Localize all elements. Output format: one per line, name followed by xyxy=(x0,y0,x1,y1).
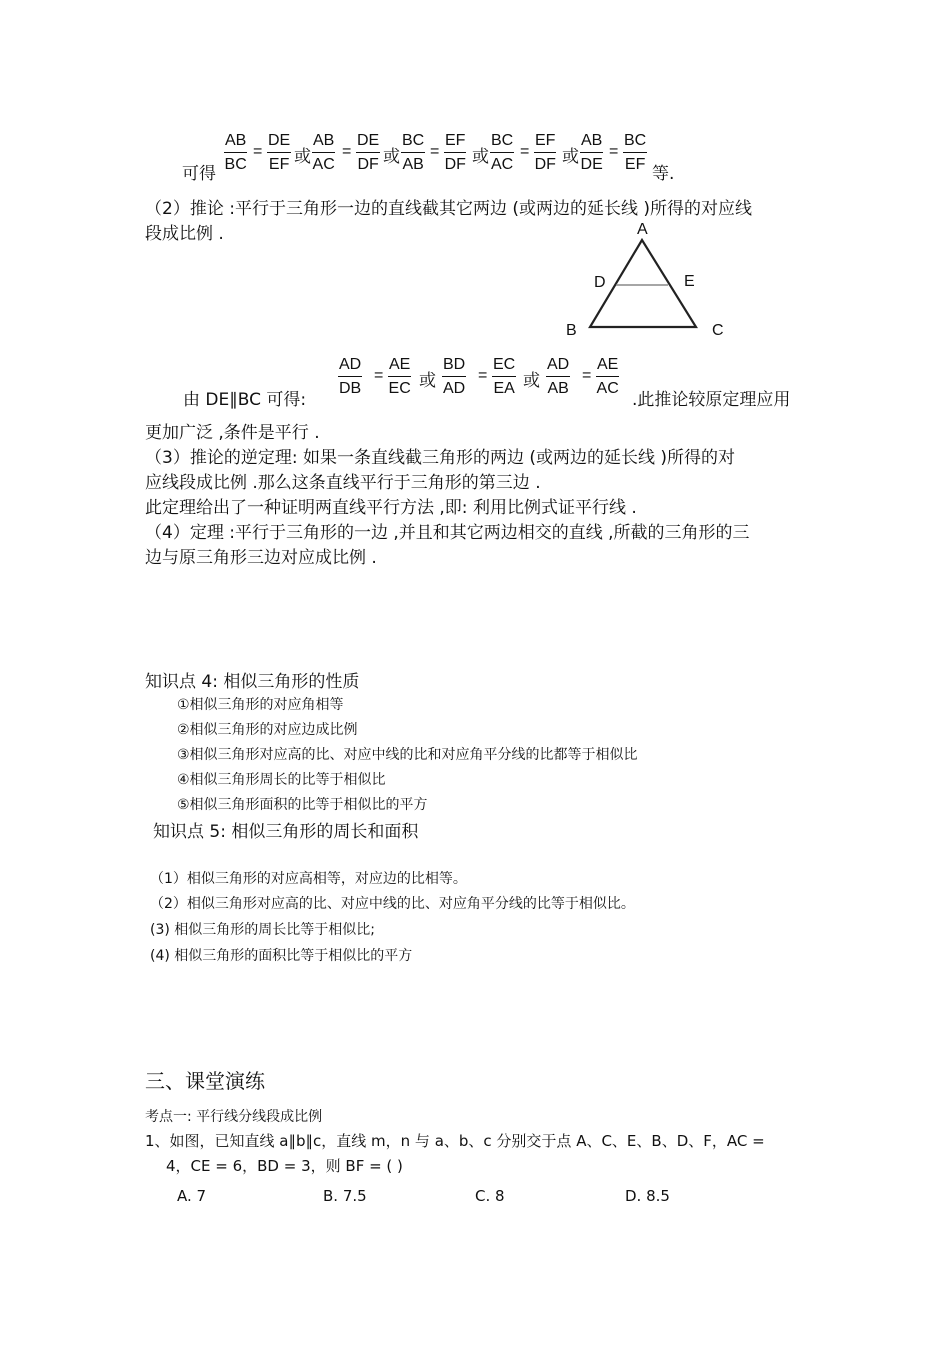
fraction-numerator: EF xyxy=(444,132,466,153)
or-word: 或 xyxy=(419,371,436,391)
fraction-numerator: AB xyxy=(580,132,603,153)
fraction-numerator: DE xyxy=(356,132,380,153)
fraction-denominator: AC xyxy=(491,156,514,173)
fraction-numerator: AB xyxy=(224,132,247,153)
kaodian-label: 考点一: 平行线分线段成比例 xyxy=(145,1109,323,1125)
fraction-numerator: BC xyxy=(623,132,647,153)
formula1-prefix: 可得 xyxy=(182,164,216,184)
question1-line2: 4，CE = 6，BD = 3，则 BF = ( ) xyxy=(166,1157,403,1175)
kp4-item: ⑤相似三角形面积的比等于相似比的平方 xyxy=(177,797,428,813)
fraction xyxy=(224,132,247,174)
label-b: B xyxy=(566,322,577,339)
kp4-item: ③相似三角形对应高的比、对应中线的比和对应角平分线的比都等于相似比 xyxy=(177,747,638,763)
fraction-denominator: AD xyxy=(443,380,466,397)
label-a: A xyxy=(637,221,648,238)
fraction-denominator: DB xyxy=(339,380,362,397)
label-e: E xyxy=(684,273,695,290)
kp5-item: (4) 相似三角形的面积比等于相似比的平方 xyxy=(150,948,413,964)
equals-sign: = xyxy=(342,143,352,160)
fraction-numerator: EF xyxy=(534,132,556,153)
option-a: A. 7 xyxy=(177,1187,207,1205)
label-d: D xyxy=(594,274,606,291)
fraction-denominator: EF xyxy=(624,156,646,173)
fraction xyxy=(534,132,556,174)
fraction-denominator: DF xyxy=(444,156,466,173)
fraction xyxy=(490,132,514,174)
fraction-numerator: BD xyxy=(442,356,466,377)
fraction xyxy=(388,356,411,398)
fraction-denominator: AB xyxy=(402,156,424,173)
fraction-numerator: AB xyxy=(312,132,335,153)
fraction-denominator: DF xyxy=(357,156,379,173)
fraction-numerator: BC xyxy=(401,132,425,153)
p4-line1: （4）定理 :平行于三角形的一边 ,并且和其它两边相交的直线 ,所截的三角形的三 xyxy=(145,523,750,543)
fraction xyxy=(546,356,570,398)
option-c: C. 8 xyxy=(475,1187,505,1205)
or-word: 或 xyxy=(294,147,311,167)
or-word: 或 xyxy=(523,371,540,391)
fraction-numerator: AE xyxy=(596,356,619,377)
fraction-denominator: AC xyxy=(312,156,335,173)
fraction xyxy=(356,132,380,174)
option-d: D. 8.5 xyxy=(625,1187,670,1205)
equals-sign: = xyxy=(430,143,440,160)
section-heading: 三、课堂演练 xyxy=(145,1069,265,1093)
equals-sign: = xyxy=(582,367,592,384)
fraction-numerator: EC xyxy=(492,356,516,377)
fraction-denominator: AC xyxy=(596,380,619,397)
fraction xyxy=(312,132,335,174)
fraction xyxy=(580,132,603,174)
fraction-denominator: EA xyxy=(493,380,515,397)
p2-line1: （2）推论 :平行于三角形一边的直线截其它两边 (或两边的延长线 )所得的对应线 xyxy=(145,199,753,219)
fraction xyxy=(623,132,647,174)
formula-suffix: 等. xyxy=(652,164,675,184)
fraction xyxy=(444,132,466,174)
or-word: 或 xyxy=(472,147,489,167)
fraction xyxy=(442,356,466,398)
kp4-item: ①相似三角形的对应角相等 xyxy=(177,697,344,713)
formula2-prefix: 由 DE∥BC 可得: xyxy=(183,390,307,410)
fraction-denominator: DE xyxy=(580,156,603,173)
kp5-item: (3) 相似三角形的周长比等于相似比; xyxy=(150,922,375,938)
question1-line1: 1、如图，已知直线 a∥b∥c，直线 m，n 与 a、b、c 分别交于点 A、C、E、B、D、F，AC = xyxy=(145,1132,765,1150)
p2-line2: 段成比例 . xyxy=(145,224,224,244)
fraction-numerator: AD xyxy=(546,356,570,377)
equals-sign: = xyxy=(478,367,488,384)
p3-line2: 应线段成比例 .那么这条直线平行于三角形的第三边 . xyxy=(145,473,541,493)
fraction-denominator: AB xyxy=(547,380,569,397)
triangle-abc xyxy=(590,240,696,327)
fraction-numerator: BC xyxy=(490,132,514,153)
kp4-item: ②相似三角形的对应边成比例 xyxy=(177,722,358,738)
equals-sign: = xyxy=(520,143,530,160)
fraction-denominator: EC xyxy=(388,380,411,397)
fraction xyxy=(596,356,619,398)
fraction-numerator: AE xyxy=(388,356,411,377)
or-word: 或 xyxy=(562,147,579,167)
kp4-item: ④相似三角形周长的比等于相似比 xyxy=(177,772,386,788)
fraction xyxy=(401,132,425,174)
fraction xyxy=(492,356,516,398)
option-b: B. 7.5 xyxy=(323,1187,367,1205)
triangle-figure xyxy=(555,215,745,345)
formula2-suffix: .此推论较原定理应用 xyxy=(632,390,791,410)
p3-line1: （3）推论的逆定理: 如果一条直线截三角形的两边 (或两边的延长线 )所得的对 xyxy=(145,448,736,468)
kp5-title: 知识点 5: 相似三角形的周长和面积 xyxy=(153,822,419,842)
equals-sign: = xyxy=(253,143,263,160)
kp4-title: 知识点 4: 相似三角形的性质 xyxy=(145,672,360,692)
equals-sign: = xyxy=(374,367,384,384)
kp5-item: （2）相似三角形对应高的比、对应中线的比、对应角平分线的比等于相似比。 xyxy=(150,896,635,912)
fraction-numerator: DE xyxy=(267,132,291,153)
fraction-denominator: EF xyxy=(268,156,290,173)
p2b-line1: 更加广泛 ,条件是平行 . xyxy=(145,423,320,443)
fraction xyxy=(267,132,291,174)
fraction xyxy=(338,356,362,398)
fraction-denominator: BC xyxy=(224,156,247,173)
p3-line3: 此定理给出了一种证明两直线平行方法 ,即: 利用比例式证平行线 . xyxy=(145,498,637,518)
equals-sign: = xyxy=(609,143,619,160)
fraction-numerator: AD xyxy=(338,356,362,377)
label-c: C xyxy=(712,322,724,339)
fraction-denominator: DF xyxy=(534,156,556,173)
kp5-item: （1）相似三角形的对应高相等，对应边的比相等。 xyxy=(150,871,467,887)
or-word: 或 xyxy=(383,147,400,167)
p4-line2: 边与原三角形三边对应成比例 . xyxy=(145,548,377,568)
